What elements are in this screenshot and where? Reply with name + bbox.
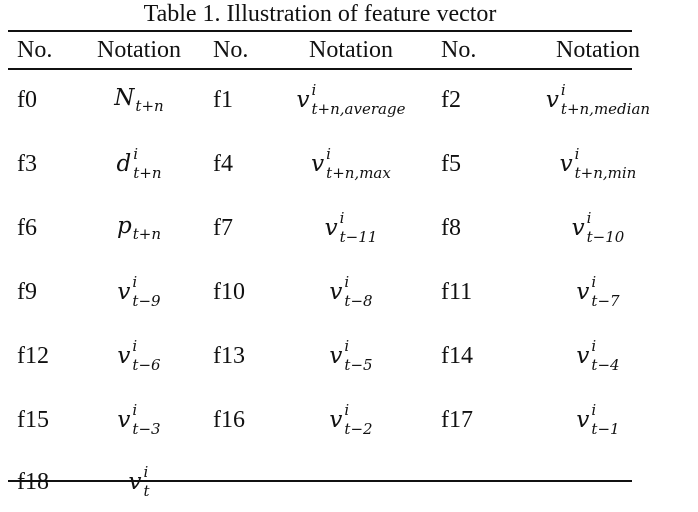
feature-notation — [498, 132, 698, 196]
notation-subscript: t−9 — [132, 291, 161, 310]
feature-notation — [74, 260, 204, 324]
feature-number: f18 — [17, 468, 49, 495]
notation-superscript: i — [591, 272, 597, 291]
notation-subscript: t−1 — [591, 419, 620, 438]
feature-number: f17 — [441, 406, 473, 433]
notation-math — [117, 336, 161, 374]
notation-symbol: v — [296, 86, 310, 113]
notation-math — [296, 80, 406, 118]
notation-superscript: i — [132, 336, 138, 355]
notation-symbol: v — [571, 214, 585, 241]
table-row — [8, 196, 698, 260]
feature-number: f6 — [17, 214, 37, 241]
notation-superscript: i — [574, 144, 580, 163]
notation-superscript: i — [560, 80, 566, 99]
notation-symbol: p — [117, 213, 132, 239]
notation-math — [545, 80, 651, 118]
feature-number: f2 — [441, 86, 461, 113]
feature-notation — [270, 260, 432, 324]
notation-superscript: i — [344, 272, 350, 291]
notation-subscript: t−2 — [344, 419, 373, 438]
feature-notation — [270, 452, 432, 512]
feature-notation — [74, 452, 204, 512]
notation-symbol: v — [559, 150, 573, 177]
table-row — [8, 68, 698, 132]
notation-symbol: v — [311, 150, 325, 177]
feature-number: f13 — [213, 342, 245, 369]
feature-number: f14 — [441, 342, 473, 369]
notation-symbol: v — [117, 406, 131, 433]
notation-symbol: v — [576, 278, 590, 305]
feature-notation — [498, 260, 698, 324]
notation-math — [324, 208, 378, 246]
notation-superscript: i — [311, 80, 317, 99]
notation-math — [117, 213, 161, 243]
notation-math — [311, 144, 391, 182]
feature-notation — [74, 68, 204, 132]
feature-notation — [270, 68, 432, 132]
feature-number: f15 — [17, 406, 49, 433]
feature-notation — [498, 388, 698, 452]
notation-math — [329, 400, 373, 438]
notation-subscript: t+n — [133, 163, 162, 182]
notation-math — [114, 85, 164, 115]
feature-number — [432, 452, 498, 512]
feature-notation — [74, 132, 204, 196]
table-row — [8, 260, 698, 324]
notation-symbol: v — [329, 278, 343, 305]
feature-number: f1 — [213, 86, 233, 113]
notation-subscript: t−8 — [344, 291, 373, 310]
notation-symbol: v — [576, 406, 590, 433]
notation-superscript: i — [586, 208, 592, 227]
feature-number: f12 — [17, 342, 49, 369]
feature-notation — [498, 324, 698, 388]
notation-subscript: t+n — [132, 225, 161, 243]
notation-subscript: t — [143, 481, 150, 500]
notation-math — [576, 336, 620, 374]
table-caption: Table 1. Illustration of feature vector — [143, 1, 497, 27]
feature-notation — [74, 196, 204, 260]
notation-math — [576, 272, 620, 310]
notation-subscript: t+n,median — [560, 99, 651, 118]
feature-notation — [270, 132, 432, 196]
notation-symbol: v — [324, 214, 338, 241]
column-header-notation: Notation — [556, 36, 640, 63]
notation-superscript: i — [344, 400, 350, 419]
column-header-no: No. — [441, 36, 477, 63]
notation-symbol: v — [329, 406, 343, 433]
feature-number — [204, 452, 270, 512]
column-header-notation: Notation — [309, 36, 393, 63]
feature-vector-table — [8, 32, 698, 512]
notation-math — [117, 400, 161, 438]
feature-number: f0 — [17, 86, 37, 113]
notation-symbol: v — [545, 86, 559, 113]
notation-superscript: i — [326, 144, 331, 163]
notation-subscript: t+n,average — [311, 99, 406, 118]
notation-subscript: t−6 — [132, 355, 161, 374]
feature-notation — [498, 452, 698, 512]
feature-number: f16 — [213, 406, 245, 433]
notation-superscript: i — [143, 462, 149, 481]
notation-math — [559, 144, 637, 182]
feature-number: f3 — [17, 150, 37, 177]
notation-symbol: v — [117, 342, 131, 369]
feature-number: f11 — [441, 278, 473, 305]
notation-symbol: v — [117, 278, 131, 305]
feature-notation — [498, 196, 698, 260]
notation-subscript: t−7 — [591, 291, 620, 310]
notation-math — [116, 144, 162, 182]
header-row — [8, 32, 698, 68]
column-header-no: No. — [213, 36, 249, 63]
feature-number: f7 — [213, 214, 233, 241]
notation-subscript: t−10 — [586, 227, 625, 246]
notation-superscript: i — [344, 336, 350, 355]
notation-math — [128, 462, 150, 500]
notation-superscript: i — [133, 144, 139, 163]
feature-number: f8 — [441, 214, 461, 241]
notation-superscript: i — [132, 400, 138, 419]
feature-number: f9 — [17, 278, 37, 305]
feature-notation — [270, 324, 432, 388]
notation-subscript: t+n,min — [574, 163, 637, 182]
notation-superscript: i — [591, 336, 597, 355]
notation-math — [576, 400, 620, 438]
table-row — [8, 132, 698, 196]
notation-symbol: v — [329, 342, 343, 369]
feature-number: f4 — [213, 150, 233, 177]
notation-symbol: v — [128, 468, 142, 495]
notation-superscript: i — [132, 272, 138, 291]
notation-subscript: t−3 — [132, 419, 161, 438]
feature-notation — [74, 324, 204, 388]
notation-subscript: t−4 — [591, 355, 620, 374]
column-header-notation: Notation — [97, 36, 181, 63]
notation-subscript: t−5 — [344, 355, 373, 374]
table-body — [8, 68, 698, 512]
notation-superscript: i — [339, 208, 345, 227]
table-row — [8, 452, 698, 512]
notation-math — [117, 272, 161, 310]
table-row — [8, 388, 698, 452]
notation-math — [329, 272, 373, 310]
notation-symbol: N — [114, 85, 135, 111]
table-row — [8, 324, 698, 388]
notation-symbol: v — [576, 342, 590, 369]
feature-notation — [270, 196, 432, 260]
notation-symbol: d — [116, 150, 132, 177]
column-header-no: No. — [17, 36, 53, 63]
notation-math — [329, 336, 373, 374]
feature-number: f5 — [441, 150, 461, 177]
feature-notation — [74, 388, 204, 452]
notation-subscript: t+n,max — [326, 163, 391, 182]
feature-number: f10 — [213, 278, 245, 305]
notation-subscript: t−11 — [339, 227, 378, 246]
feature-notation — [270, 388, 432, 452]
feature-notation — [498, 68, 698, 132]
notation-superscript: i — [591, 400, 597, 419]
notation-subscript: t+n — [135, 97, 164, 115]
notation-math — [571, 208, 625, 246]
